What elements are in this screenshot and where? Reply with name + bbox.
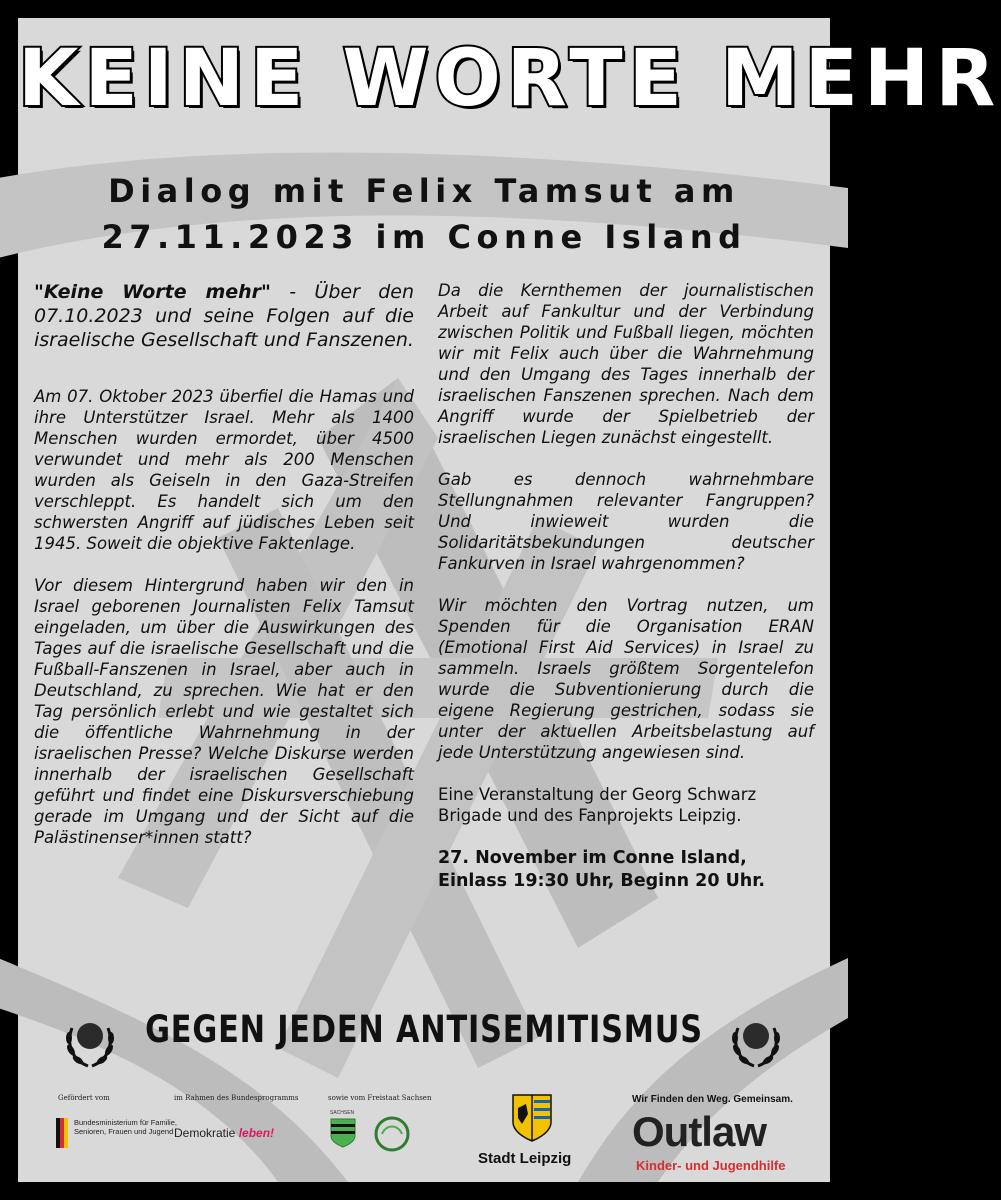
landespraeventionsrat-logo-icon <box>374 1116 410 1152</box>
outlaw-slogan: Wir Finden den Weg. Gemeinsam. <box>632 1094 793 1105</box>
subtitle <box>18 168 830 260</box>
footer-sponsors <box>18 1088 830 1182</box>
banner-slogan: GEGEN JEDEN ANTISEMITISMUS <box>145 1008 703 1051</box>
subtitle-line-2: 27.11.2023 im Conne Island <box>101 218 747 256</box>
intro-paragraph <box>34 280 414 352</box>
right-column <box>438 280 814 914</box>
headline: KEINE WORTE MEHR <box>18 34 1001 124</box>
outlaw-logo: Outlaw <box>632 1108 767 1155</box>
bundesprogramm-caption: im Rahmen des Bundesprogramms <box>174 1094 299 1102</box>
right-paragraph-1: Da die Kernthemen der journalistischen Arbeit auf Fankultur und der Verbindung zwischen Politik und Fußball liegen, möchten wir mit Felix auch über die Wahrnehmung und den Umgang des Tages innerhalb der israelischen Fanszenen sprechen. Nach dem Angriff wurde der Spielbetrieb der israelischen Liegen zunächst eingestellt. <box>438 281 814 447</box>
sachsen-label: SACHSEN <box>330 1110 355 1116</box>
intro-text: - Über den 07.10.2023 und seine Folgen auf die israelische Gesellschaft und Fanszenen. <box>34 281 414 351</box>
right-paragraph-4: Eine Veranstaltung der Georg Schwarz Brigade und des Fanprojekts Leipzig. <box>438 785 757 825</box>
leipzig-coat-of-arms-icon <box>512 1094 552 1142</box>
poster <box>18 18 1001 1182</box>
left-paragraph-2: Vor diesem Hintergrund haben wir den in Israel geborenen Journalisten Felix Tamsut eingeladen, um über die Auswirkungen des Tages auf die israelische Gesellschaft und die Fußball-Fanszenen in Israel, aber auch in Deutschland, zu sprechen. Wie hat er den Tag persönlich erlebt und wie gestaltet sich die öffentliche Wahrnehmung in der israelischen Presse? Welche Diskurse werden innerhalb der israelischen Gesellschaft geführt und findet eine Diskursverschiebung gerade im Umgang und der Sicht auf die Palästinenser*innen statt? <box>34 576 414 847</box>
leben-text: leben! <box>238 1126 275 1140</box>
stadt-leipzig-label: Stadt Leipzig <box>478 1150 572 1167</box>
freistaat-caption: sowie vom Freistaat Sachsen <box>328 1094 432 1102</box>
right-paragraph-3: Wir möchten den Vortrag nutzen, um Spenden für die Organisation ERAN (Emotional First Aid Services) in Israel zu sammeln. Israels größtem Sorgentelefon wurde die Subventionierung durch die eigene Regierung gestrichen, sodass sie unter der aktuellen Arbeitsbelastung auf jede Unterstützung angewiesen sind. <box>438 596 814 762</box>
right-paragraph-2: Gab es dennoch wahrnehmbare Stellungnahmen relevanter Fangruppen? Und inwieweit wurden die Solidaritätsbekundungen deutscher Fankurven in Israel wahrgenommen? <box>438 470 814 573</box>
left-paragraph-1: Am 07. Oktober 2023 überfiel die Hamas und ihre Unterstützer Israel. Mehr als 1400 Menschen wurden ermordet, über 4500 verwundet und mehr als 200 Menschen wurden als Geiseln in den Gaza-Streifen verschleppt. Es handelt sich um den schwersten Angriff auf jüdisches Leben seit 1945. Soweit die objektive Faktenlage. <box>34 387 414 553</box>
demokratie-text: Demokratie <box>174 1126 239 1140</box>
event-info: 27. November im Conne Island, Einlass 19:30 Uhr, Beginn 20 Uhr. <box>438 848 766 891</box>
left-column <box>34 280 414 869</box>
sachsen-coat-of-arms-icon <box>330 1118 356 1148</box>
gefoerdert-caption: Gefördert vom <box>58 1094 110 1102</box>
bmfsfj-logo: Bundesministerium für Familie, Senioren, Frauen und Jugend <box>74 1118 177 1136</box>
outlaw-subtitle: Kinder- und Jugendhilfe <box>636 1158 786 1173</box>
intro-title: "Keine Worte mehr" <box>34 281 271 303</box>
subtitle-line-1: Dialog mit Felix Tamsut am <box>108 172 740 210</box>
german-flag-icon <box>56 1118 68 1148</box>
demokratie-leben-logo <box>174 1126 274 1140</box>
